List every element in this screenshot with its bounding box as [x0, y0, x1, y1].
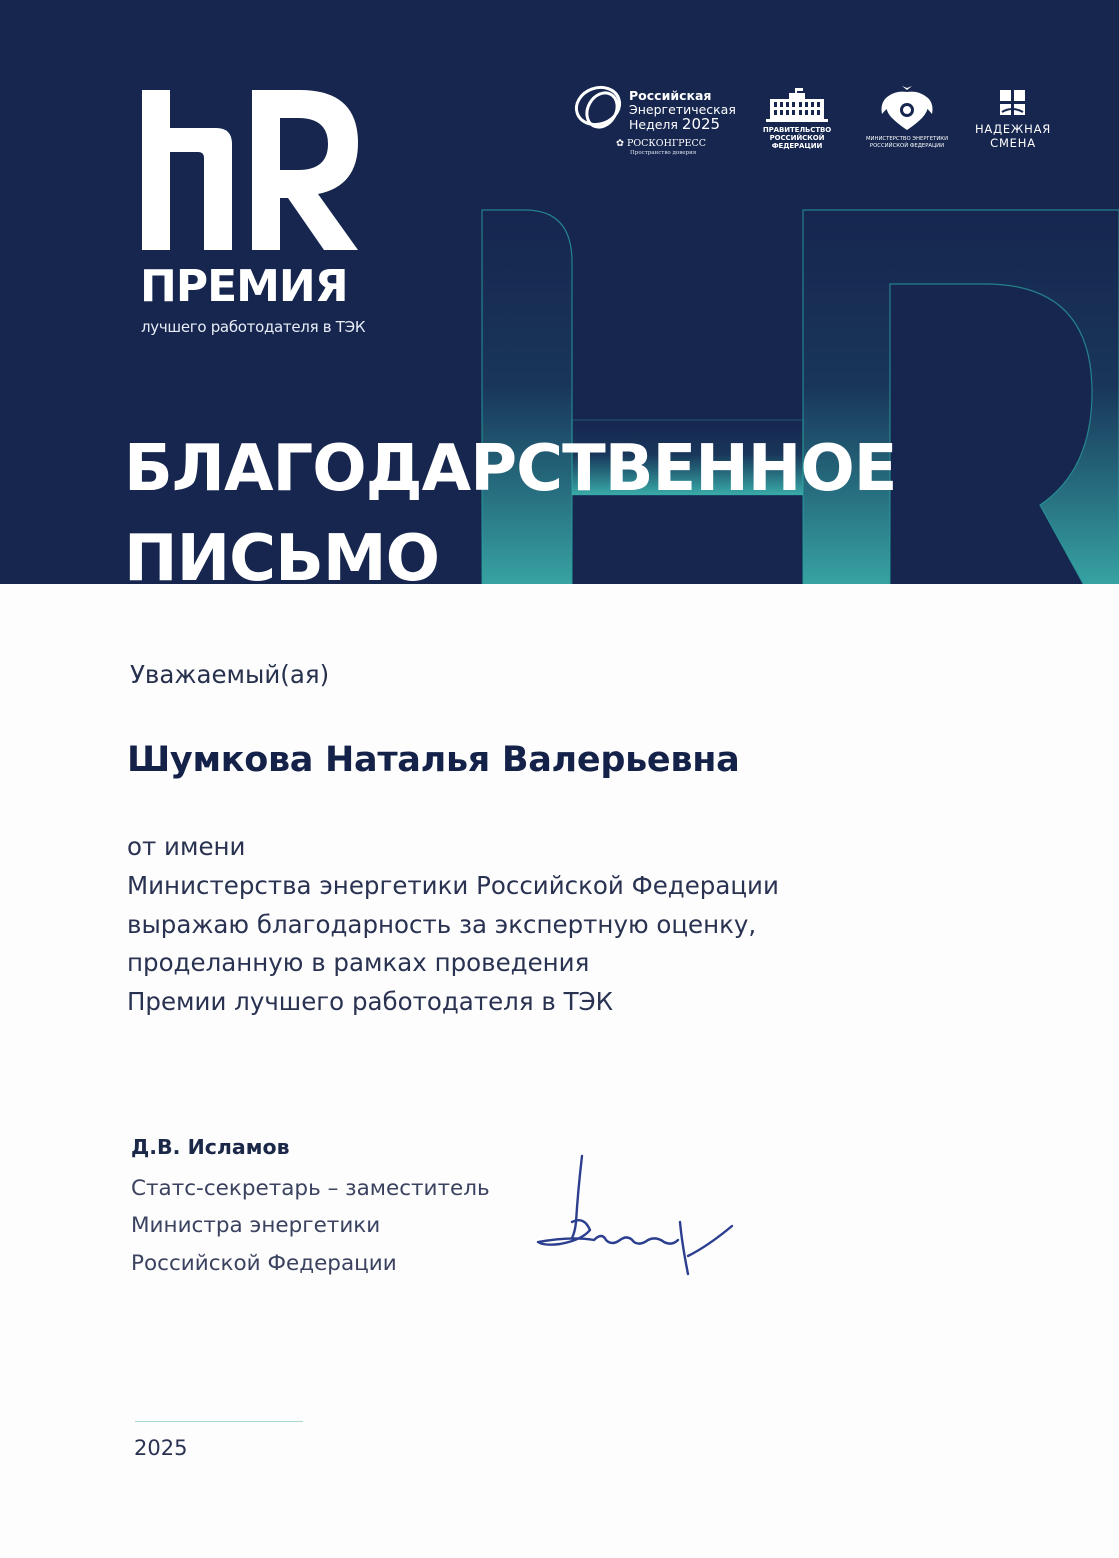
roscongress-tagline: Пространство доверия — [630, 150, 697, 156]
document-title — [124, 424, 896, 584]
body-line: выражаю благодарность за экспертную оценку, — [127, 909, 757, 939]
handwritten-signature — [532, 1150, 736, 1278]
title-line-1: БЛАГОДАРСТВЕННОЕ — [124, 432, 897, 506]
body-line: от имени — [127, 832, 246, 861]
reliable-shift-line-2: СМЕНА — [990, 136, 1036, 150]
energy-week-line-1: Российская — [629, 88, 712, 103]
ministry-line-1: МИНИСТЕРСТВО ЭНЕРГЕТИКИ — [865, 136, 949, 142]
government-logo — [756, 88, 838, 158]
header-band — [0, 0, 1119, 584]
position-line: Министра энергетики — [131, 1213, 381, 1239]
letter-body — [127, 828, 779, 1022]
government-building-icon — [756, 88, 838, 124]
body-line: Премии лучшего работодателя в ТЭК — [127, 987, 614, 1017]
government-line-1: ПРАВИТЕЛЬСТВО — [762, 126, 832, 134]
body-line: проделанную в рамках проведения — [127, 948, 590, 978]
energy-week-year: 2025 — [681, 115, 721, 133]
premia-label: ПРЕМИЯ — [140, 261, 348, 312]
roscongress-name: РОСКОНГРЕСС — [626, 138, 707, 149]
reliable-shift-line-1: НАДЕЖНАЯ — [974, 122, 1052, 136]
energy-week-line-3: Неделя — [629, 117, 678, 132]
position-line: Статс-секретарь – заместитель — [131, 1176, 490, 1201]
footer-divider — [135, 1421, 303, 1422]
government-label — [756, 126, 838, 150]
energy-week-line-2: Энергетическая — [629, 102, 736, 117]
ministry-logo — [862, 84, 952, 154]
energy-week-logo — [572, 82, 736, 162]
position-line: Российской Федерации — [131, 1250, 397, 1276]
title-line-2: ПИСЬМО — [124, 522, 439, 584]
recipient-name: Шумкова Наталья Валерьевна — [127, 740, 740, 780]
government-line-3: ФЕДЕРАЦИИ — [771, 142, 823, 150]
signer-name: Д.В. Исламов — [131, 1135, 290, 1159]
ministry-label — [862, 136, 952, 150]
roscongress-label: ✿ РОСКОНГРЕСС — [616, 138, 707, 149]
government-line-2: РОССИЙСКОЙ — [769, 134, 825, 142]
eagle-emblem-icon — [862, 84, 952, 134]
signer-position — [131, 1170, 490, 1282]
footer-year: 2025 — [134, 1436, 188, 1460]
hr-logo — [140, 88, 362, 254]
body-line: Министерства энергетики Российской Федерации — [127, 870, 779, 900]
ministry-line-2: РОССИЙСКОЙ ФЕДЕРАЦИИ — [869, 143, 945, 149]
greeting: Уважаемый(ая) — [130, 660, 330, 689]
reliable-shift-logo — [970, 88, 1056, 158]
premia-subtitle: лучшего работодателя в ТЭК — [141, 318, 366, 336]
energy-week-name — [629, 89, 736, 132]
rings-icon — [572, 84, 628, 132]
reliable-shift-label — [970, 122, 1056, 150]
book-squares-icon — [970, 88, 1056, 118]
